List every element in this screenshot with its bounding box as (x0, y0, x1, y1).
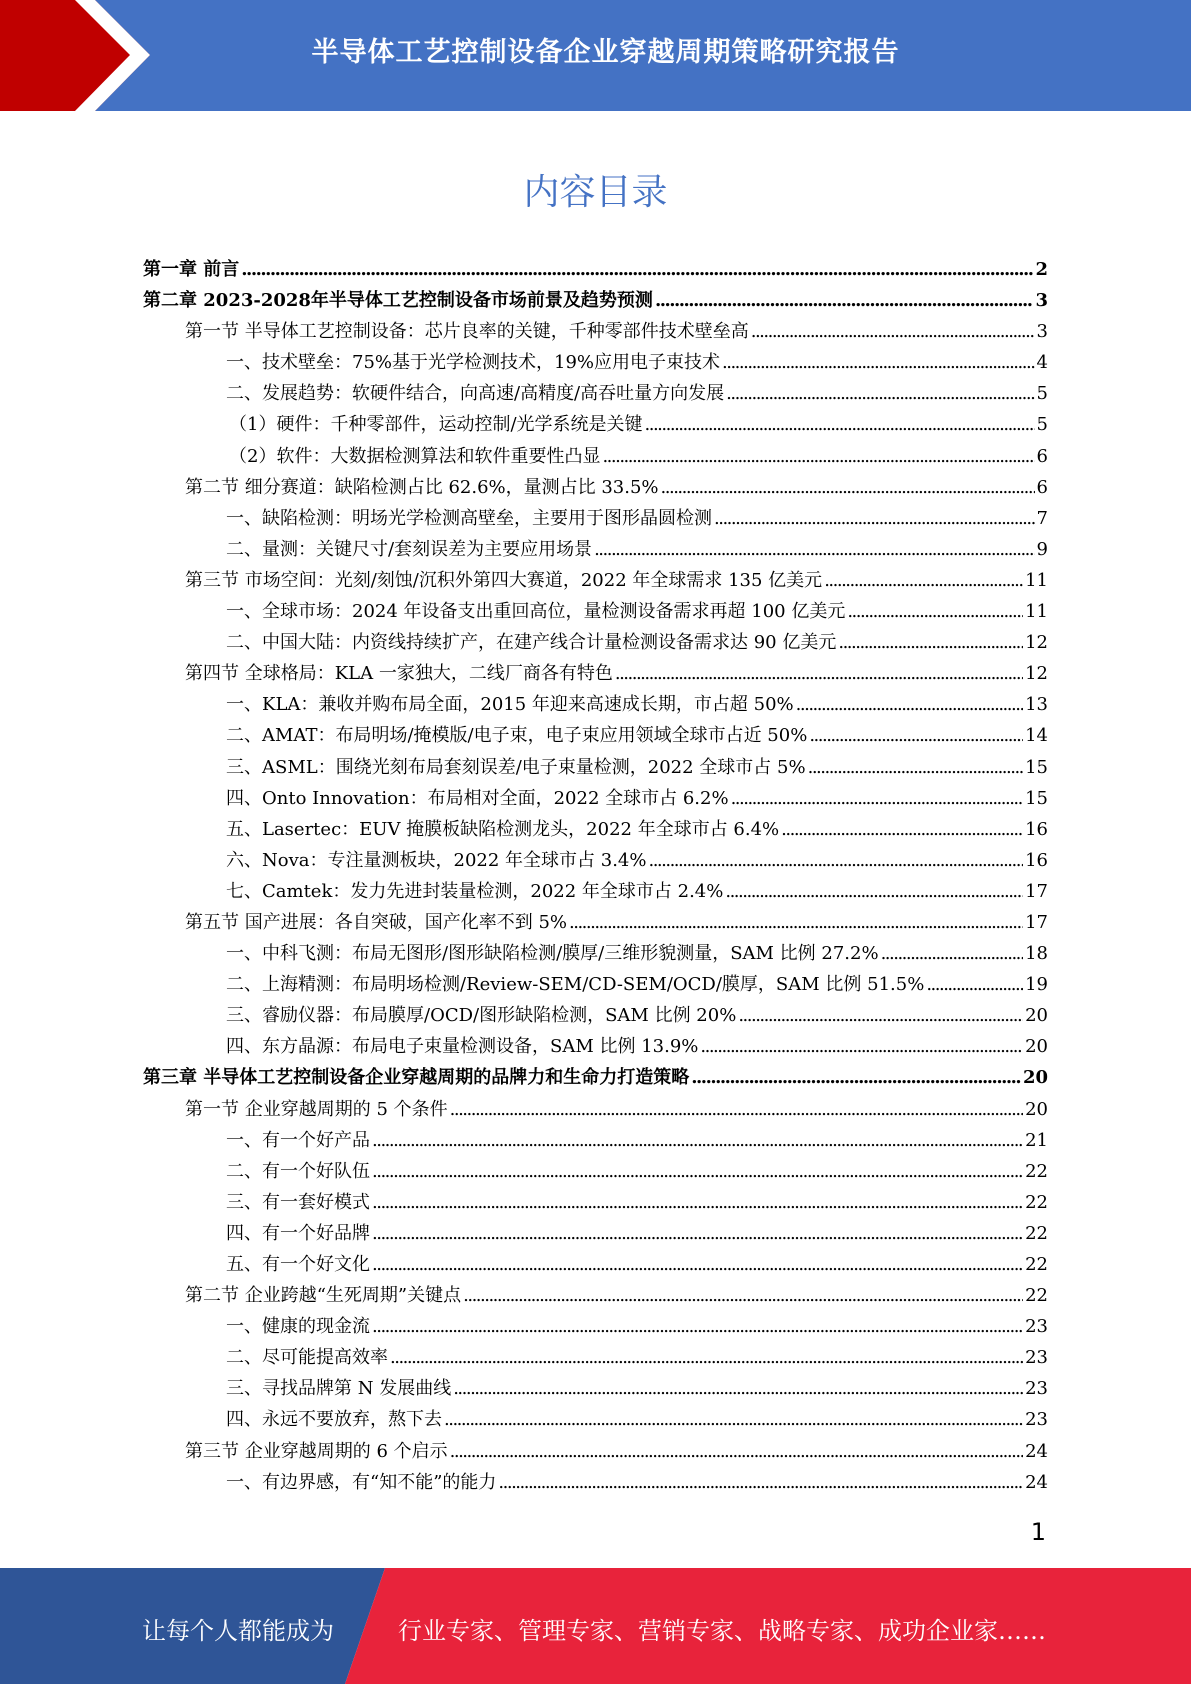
toc-entry[interactable] (143, 814, 1048, 845)
toc-entry[interactable] (143, 316, 1048, 347)
toc-entry-title: 一、有一个好产品 (226, 1129, 370, 1151)
toc-entry-title: 第一节 半导体工艺控制设备：芯片良率的关键，千种零部件技术壁垒高 (185, 321, 749, 343)
toc-entry[interactable] (143, 534, 1048, 565)
toc-leader-dots (569, 907, 1023, 938)
toc-leader-dots (372, 1249, 1023, 1280)
toc-leader-dots (645, 409, 1035, 440)
toc-entry-title: 第二节 细分赛道：缺陷检测占比 62.6%，量测占比 33.5% (185, 476, 659, 498)
toc-leader-dots (594, 534, 1034, 565)
toc-entry-title: （1）硬件：千种零部件，运动控制/光学系统是关键 (229, 414, 643, 436)
toc-entry[interactable] (143, 409, 1048, 440)
toc-entry-title: 第一章 前言 (143, 259, 240, 280)
toc-entry[interactable] (143, 1156, 1048, 1187)
toc-entry[interactable] (143, 347, 1048, 378)
toc-entry[interactable] (143, 752, 1048, 783)
toc-leader-dots (691, 1062, 1021, 1093)
toc-entry-page: 5 (1036, 414, 1048, 436)
toc-entry-page: 6 (1036, 445, 1048, 467)
toc-entry-title: 二、上海精测：布局明场检测/Review-SEM/CD-SEM/OCD/膜厚，SAM 比例 51.5% (226, 974, 925, 996)
toc-leader-dots (808, 752, 1024, 783)
toc-entry-title: 五、Lasertec：EUV 掩膜板缺陷检测龙头，2022 年全球市占 6.4% (226, 818, 780, 840)
toc-leader-dots (700, 1031, 1023, 1062)
toc-entry-page: 20 (1025, 1005, 1048, 1027)
toc-entry-title: 四、东方晶源：布局电子束量检测设备，SAM 比例 13.9% (226, 1036, 699, 1058)
toc-entry-title: 一、健康的现金流 (226, 1316, 370, 1338)
toc-entry-page: 15 (1025, 756, 1048, 778)
toc-leader-dots (444, 1404, 1023, 1435)
toc-entry-title: 二、中国大陆：内资线持续扩产，在建产线合计量检测设备需求达 90 亿美元 (226, 632, 837, 654)
toc-entry-page: 3 (1035, 290, 1048, 312)
toc-entry-page: 12 (1025, 632, 1048, 654)
toc-entry[interactable] (143, 1062, 1048, 1093)
toc-leader-dots (881, 938, 1024, 969)
toc-leader-dots (824, 565, 1023, 596)
toc-entry-title: 第三章 半导体工艺控制设备企业穿越周期的品牌力和生命力打造策略 (143, 1067, 690, 1089)
toc-leader-dots (372, 1125, 1023, 1156)
toc-entry-title: 二、发展趋势：软硬件结合，向高速/高精度/高吞吐量方向发展 (226, 383, 725, 405)
toc-entry-page: 21 (1025, 1129, 1048, 1151)
toc-entry-page: 22 (1025, 1222, 1048, 1244)
toc-entry[interactable] (143, 1000, 1048, 1031)
toc-entry-page: 7 (1036, 507, 1048, 529)
toc-leader-dots (661, 472, 1035, 503)
toc-entry-page: 12 (1025, 663, 1048, 685)
toc-leader-dots (390, 1342, 1023, 1373)
toc-entry-title: 第三节 市场空间：光刻/刻蚀/沉积外第四大赛道，2022 年全球需求 135 亿美元 (185, 569, 823, 591)
toc-leader-dots (498, 1467, 1023, 1498)
toc-leader-dots (838, 627, 1023, 658)
footer-slogan-left: 让每个人都能成为 (142, 1617, 334, 1645)
toc-entry[interactable] (143, 1373, 1048, 1404)
toc-leader-dots (781, 814, 1023, 845)
toc-entry-page: 23 (1025, 1316, 1048, 1338)
toc-entry-page: 22 (1025, 1285, 1048, 1307)
toc-leader-dots (722, 347, 1035, 378)
toc-leader-dots (453, 1373, 1023, 1404)
toc-entry-page: 23 (1025, 1378, 1048, 1400)
toc-leader-dots (655, 285, 1034, 316)
toc-leader-dots (796, 689, 1023, 720)
toc-entry[interactable] (143, 1094, 1048, 1125)
toc-entry[interactable] (143, 627, 1048, 658)
toc-entry[interactable] (143, 472, 1048, 503)
toc-entry-title: 一、有边界感，有“知不能”的能力 (226, 1471, 497, 1493)
toc-entry[interactable] (143, 689, 1048, 720)
toc-entry-page: 13 (1025, 694, 1048, 716)
toc-entry-title: 一、KLA：兼收并购布局全面，2015 年迎来高速成长期，市占超 50% (226, 694, 794, 716)
toc-leader-dots (847, 596, 1023, 627)
toc-entry[interactable] (143, 1280, 1048, 1311)
toc-leader-dots (714, 503, 1035, 534)
toc-entry-page: 20 (1025, 1036, 1048, 1058)
toc-leader-dots (450, 1094, 1023, 1125)
toc-entry[interactable] (143, 254, 1048, 285)
toc-entry-page: 3 (1036, 321, 1048, 343)
toc-leader-dots (751, 316, 1035, 347)
toc-entry-page: 11 (1025, 601, 1048, 623)
toc-leader-dots (809, 720, 1023, 751)
toc-entry[interactable] (143, 1311, 1048, 1342)
toc-entry-title: 二、有一个好队伍 (226, 1160, 370, 1182)
toc-entry[interactable] (143, 503, 1048, 534)
toc-entry[interactable] (143, 845, 1048, 876)
toc-entry-title: 一、技术壁垒：75%基于光学检测技术，19%应用电子束技术 (226, 352, 721, 374)
toc-heading: 内容目录 (523, 172, 668, 213)
toc-leader-dots (372, 1187, 1023, 1218)
toc-entry[interactable] (143, 1249, 1048, 1280)
toc-entry[interactable] (143, 969, 1048, 1000)
toc-entry[interactable] (143, 596, 1048, 627)
toc-entry[interactable] (143, 1404, 1048, 1435)
toc-entry-page: 17 (1025, 880, 1048, 902)
toc-entry-page: 4 (1036, 352, 1048, 374)
toc-entry-page: 17 (1025, 911, 1048, 933)
toc-leader-dots (726, 378, 1034, 409)
toc-entry[interactable] (143, 783, 1048, 814)
toc-entry-title: 第二章 2023-2028年半导体工艺控制设备市场前景及趋势预测 (143, 290, 653, 312)
toc-entry-title: 一、全球市场：2024 年设备支出重回高位，量检测设备需求再超 100 亿美元 (226, 601, 846, 623)
toc-entry-page: 16 (1025, 849, 1048, 871)
toc-entry[interactable] (143, 285, 1048, 316)
toc-entry[interactable] (143, 441, 1048, 472)
toc-leader-dots (926, 969, 1023, 1000)
toc-entry[interactable] (143, 1467, 1048, 1498)
toc-entry-title: 第二节 企业跨越“生死周期”关键点 (185, 1285, 462, 1307)
toc-entry-title: （2）软件：大数据检测算法和软件重要性凸显 (229, 445, 601, 467)
toc-entry-title: 二、AMAT：布局明场/掩模版/电子束，电子束应用领域全球市占近 50% (226, 725, 808, 747)
toc-entry[interactable] (143, 1187, 1048, 1218)
toc-leader-dots (450, 1436, 1023, 1467)
toc-entry[interactable] (143, 720, 1048, 751)
toc-entry[interactable] (143, 1125, 1048, 1156)
toc-entry-page: 16 (1025, 818, 1048, 840)
toc-entry-title: 第四节 全球格局：KLA 一家独大，二线厂商各有特色 (185, 663, 613, 685)
toc-entry-page: 22 (1025, 1191, 1048, 1213)
toc-entry-page: 24 (1025, 1471, 1048, 1493)
toc-entry[interactable] (143, 378, 1048, 409)
toc-entry-page: 9 (1036, 538, 1048, 560)
toc-leader-dots (725, 876, 1023, 907)
toc-entry-title: 一、中科飞测：布局无图形/图形缺陷检测/膜厚/三维形貌测量，SAM 比例 27.2% (226, 943, 879, 965)
toc-entry-page: 5 (1036, 383, 1048, 405)
toc-entry-page: 24 (1025, 1440, 1048, 1462)
toc-entry-title: 四、有一个好品牌 (226, 1222, 370, 1244)
page-header (0, 0, 1191, 111)
toc-entry-page: 2 (1035, 259, 1048, 280)
toc-leader-dots (615, 658, 1023, 689)
toc-entry-page: 23 (1025, 1409, 1048, 1431)
footer-slogan-right: 行业专家、管理专家、营销专家、战略专家、成功企业家…… (398, 1617, 1046, 1645)
toc-entry-title: 三、有一套好模式 (226, 1191, 370, 1213)
toc-entry-page: 22 (1025, 1160, 1048, 1182)
toc-entry-page: 18 (1025, 943, 1048, 965)
toc-entry-title: 七、Camtek：发力先进封装量检测，2022 年全球市占 2.4% (226, 880, 724, 902)
table-of-contents (143, 254, 1048, 1498)
toc-entry-page: 11 (1025, 569, 1048, 591)
toc-entry[interactable] (143, 565, 1048, 596)
toc-entry-title: 第五节 国产进展：各自突破，国产化率不到 5% (185, 911, 567, 933)
toc-leader-dots (738, 1000, 1023, 1031)
page-number: 1 (1030, 1518, 1046, 1546)
toc-entry-title: 六、Nova：专注量测板块，2022 年全球市占 3.4% (226, 849, 647, 871)
toc-entry-page: 6 (1036, 476, 1048, 498)
toc-entry-page: 19 (1025, 974, 1048, 996)
toc-entry-title: 三、睿励仪器：布局膜厚/OCD/图形缺陷检测，SAM 比例 20% (226, 1005, 737, 1027)
toc-entry-page: 20 (1022, 1067, 1048, 1089)
toc-entry[interactable] (143, 1218, 1048, 1249)
toc-entry-title: 三、ASML：围绕光刻布局套刻误差/电子束量检测，2022 全球市占 5% (226, 756, 806, 778)
toc-entry[interactable] (143, 1031, 1048, 1062)
toc-entry-title: 二、量测：关键尺寸/套刻误差为主要应用场景 (226, 538, 593, 560)
toc-entry[interactable] (143, 907, 1048, 938)
toc-entry[interactable] (143, 658, 1048, 689)
toc-leader-dots (372, 1218, 1023, 1249)
toc-leader-dots (731, 783, 1024, 814)
toc-leader-dots (241, 254, 1033, 285)
toc-leader-dots (372, 1156, 1023, 1187)
toc-leader-dots (648, 845, 1023, 876)
toc-leader-dots (463, 1280, 1023, 1311)
toc-entry[interactable] (143, 1436, 1048, 1467)
report-title: 半导体工艺控制设备企业穿越周期策略研究报告 (311, 37, 900, 68)
toc-entry[interactable] (143, 1342, 1048, 1373)
toc-entry-title: 一、缺陷检测：明场光学检测高壁垒，主要用于图形晶圆检测 (226, 507, 712, 529)
toc-entry-title: 四、永远不要放弃，熬下去 (226, 1409, 442, 1431)
toc-leader-dots (372, 1311, 1023, 1342)
toc-entry-title: 第三节 企业穿越周期的 6 个启示 (185, 1440, 448, 1462)
toc-entry-page: 14 (1025, 725, 1048, 747)
toc-entry[interactable] (143, 876, 1048, 907)
toc-entry-page: 23 (1025, 1347, 1048, 1369)
toc-entry-title: 二、尽可能提高效率 (226, 1347, 388, 1369)
page-footer (0, 1568, 1191, 1684)
toc-entry-title: 四、Onto Innovation：布局相对全面，2022 全球市占 6.2% (226, 787, 729, 809)
toc-leader-dots (602, 441, 1034, 472)
toc-entry-page: 15 (1025, 787, 1048, 809)
toc-entry-page: 20 (1025, 1098, 1048, 1120)
toc-entry-title: 第一节 企业穿越周期的 5 个条件 (185, 1098, 448, 1120)
toc-entry-page: 22 (1025, 1254, 1048, 1275)
toc-entry[interactable] (143, 938, 1048, 969)
toc-entry-title: 三、寻找品牌第 N 发展曲线 (226, 1378, 452, 1400)
toc-entry-title: 五、有一个好文化 (226, 1254, 370, 1275)
